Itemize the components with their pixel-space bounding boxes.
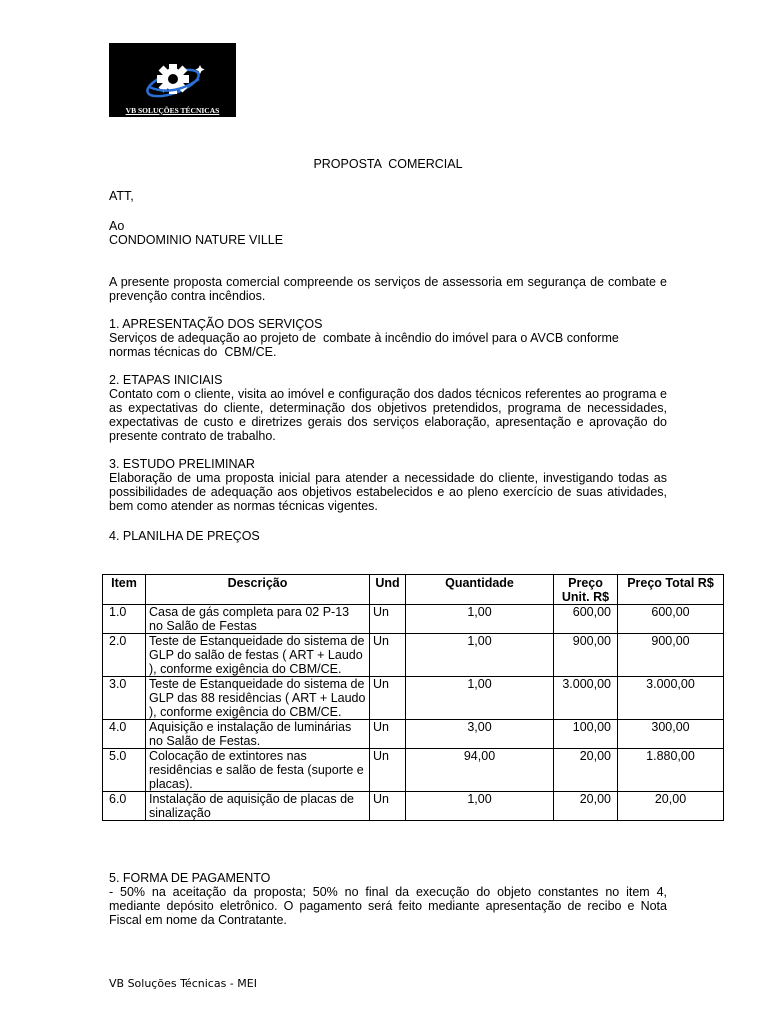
cell-quantidade: 1,00	[406, 605, 554, 634]
price-table	[102, 574, 724, 821]
section-2-body: Contato com o cliente, visita ao imóvel e configuração dos dados técnicos referentes ao programa e as expectativas do cliente, determinação dos objetivos pretendidos, programa de necessidades, expectativas de custo e diretrizes gerais dos serviços elaboração, apresentação e aprovação do presente contrato de trabalho.	[109, 387, 667, 443]
section-5-heading: 5. FORMA DE PAGAMENTO	[109, 871, 271, 885]
cell-descricao: Instalação de aquisição de placas de sinalização	[146, 792, 370, 821]
header-item: Item	[103, 575, 146, 605]
recipient-prefix: Ao	[109, 219, 125, 233]
cell-preco-total: 600,00	[618, 605, 724, 634]
cell-und: Un	[370, 792, 406, 821]
cell-preco-unit: 20,00	[554, 749, 618, 792]
header-preco-total: Preço Total R$	[618, 575, 724, 605]
cell-und: Un	[370, 677, 406, 720]
table-row	[103, 677, 724, 720]
logo-text: VB SOLUÇÕES TÉCNICAS	[125, 106, 220, 115]
cell-descricao: Teste de Estanqueidade do sistema de GLP do salão de festas ( ART + Laudo ), conforme exigência do CBM/CE.	[146, 634, 370, 677]
intro-paragraph: A presente proposta comercial compreende os serviços de assessoria em segurança de combate e prevenção contra incêndios.	[109, 275, 667, 303]
cell-item: 4.0	[103, 720, 146, 749]
att-line: ATT,	[109, 189, 134, 203]
page-footer: VB Soluções Técnicas - MEI	[109, 977, 257, 990]
section-1-heading: 1. APRESENTAÇÃO DOS SERVIÇOS	[109, 317, 323, 331]
cell-preco-unit: 600,00	[554, 605, 618, 634]
cell-preco-total: 900,00	[618, 634, 724, 677]
cell-preco-total: 20,00	[618, 792, 724, 821]
section-3-body: Elaboração de uma proposta inicial para atender a necessidade do cliente, investigando todas as possibilidades de adequação aos objetivos estabelecidos e ao pleno exercício de suas atividades, bem como atender as normas técnicas vigentes.	[109, 471, 667, 513]
table-row	[103, 634, 724, 677]
section-2-heading: 2. ETAPAS INICIAIS	[109, 373, 223, 387]
header-descricao: Descrição	[146, 575, 370, 605]
table-row	[103, 605, 724, 634]
cell-preco-total: 1.880,00	[618, 749, 724, 792]
cell-preco-total: 3.000,00	[618, 677, 724, 720]
cell-und: Un	[370, 605, 406, 634]
cell-item: 1.0	[103, 605, 146, 634]
table-row	[103, 720, 724, 749]
section-4-heading: 4. PLANILHA DE PREÇOS	[109, 529, 260, 543]
header-und: Und	[370, 575, 406, 605]
cell-quantidade: 1,00	[406, 792, 554, 821]
section-1-line-1: Serviços de adequação ao projeto de combate à incêndio do imóvel para o AVCB conforme	[109, 331, 619, 345]
section-5-body: - 50% na aceitação da proposta; 50% no final da execução do objeto constantes no item 4, mediante depósito eletrônico. O pagamento será feito mediante apresentação de recibo e Nota Fiscal em nome da Contratante.	[109, 885, 667, 927]
cell-quantidade: 3,00	[406, 720, 554, 749]
recipient-name: CONDOMINIO NATURE VILLE	[109, 233, 284, 247]
cell-descricao: Casa de gás completa para 02 P-13 no Salão de Festas	[146, 605, 370, 634]
table-row	[103, 749, 724, 792]
cell-preco-unit: 100,00	[554, 720, 618, 749]
cell-descricao: Aquisição e instalação de luminárias no Salão de Festas.	[146, 720, 370, 749]
cell-preco-total: 300,00	[618, 720, 724, 749]
cell-quantidade: 1,00	[406, 677, 554, 720]
cell-quantidade: 94,00	[406, 749, 554, 792]
cell-preco-unit: 900,00	[554, 634, 618, 677]
table-header-row	[103, 575, 724, 605]
cell-preco-unit: 3.000,00	[554, 677, 618, 720]
company-logo	[109, 43, 236, 117]
cell-und: Un	[370, 749, 406, 792]
cell-quantidade: 1,00	[406, 634, 554, 677]
document-title: PROPOSTA COMERCIAL	[313, 157, 463, 171]
cell-descricao: Teste de Estanqueidade do sistema de GLP das 88 residências ( ART + Laudo ), conforme exigência do CBM/CE.	[146, 677, 370, 720]
cell-item: 6.0	[103, 792, 146, 821]
cell-item: 3.0	[103, 677, 146, 720]
cell-preco-unit: 20,00	[554, 792, 618, 821]
cell-und: Un	[370, 720, 406, 749]
table-row	[103, 792, 724, 821]
cell-und: Un	[370, 634, 406, 677]
cell-descricao: Colocação de extintores nas residências e salão de festa (suporte e placas).	[146, 749, 370, 792]
section-3-heading: 3. ESTUDO PRELIMINAR	[109, 457, 255, 471]
header-preco-unit: Preço Unit. R$	[554, 575, 618, 605]
cell-item: 5.0	[103, 749, 146, 792]
header-quantidade: Quantidade	[406, 575, 554, 605]
section-1-line-2: normas técnicas do CBM/CE.	[109, 345, 277, 359]
cell-item: 2.0	[103, 634, 146, 677]
